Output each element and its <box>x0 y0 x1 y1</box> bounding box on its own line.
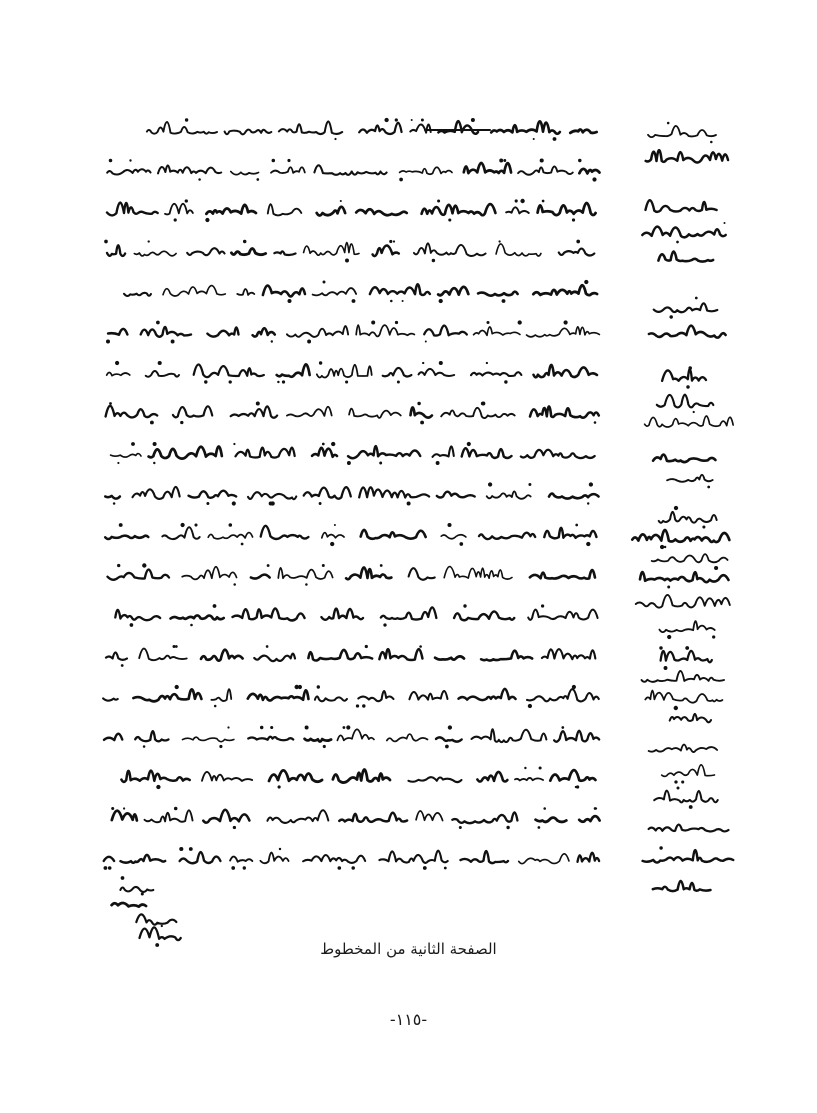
page-number: -١١٥- <box>389 1010 428 1029</box>
manuscript-handwriting <box>95 100 755 970</box>
page-caption: الصفحة الثانية من المخطوط <box>320 940 497 958</box>
manuscript-image <box>95 100 755 970</box>
